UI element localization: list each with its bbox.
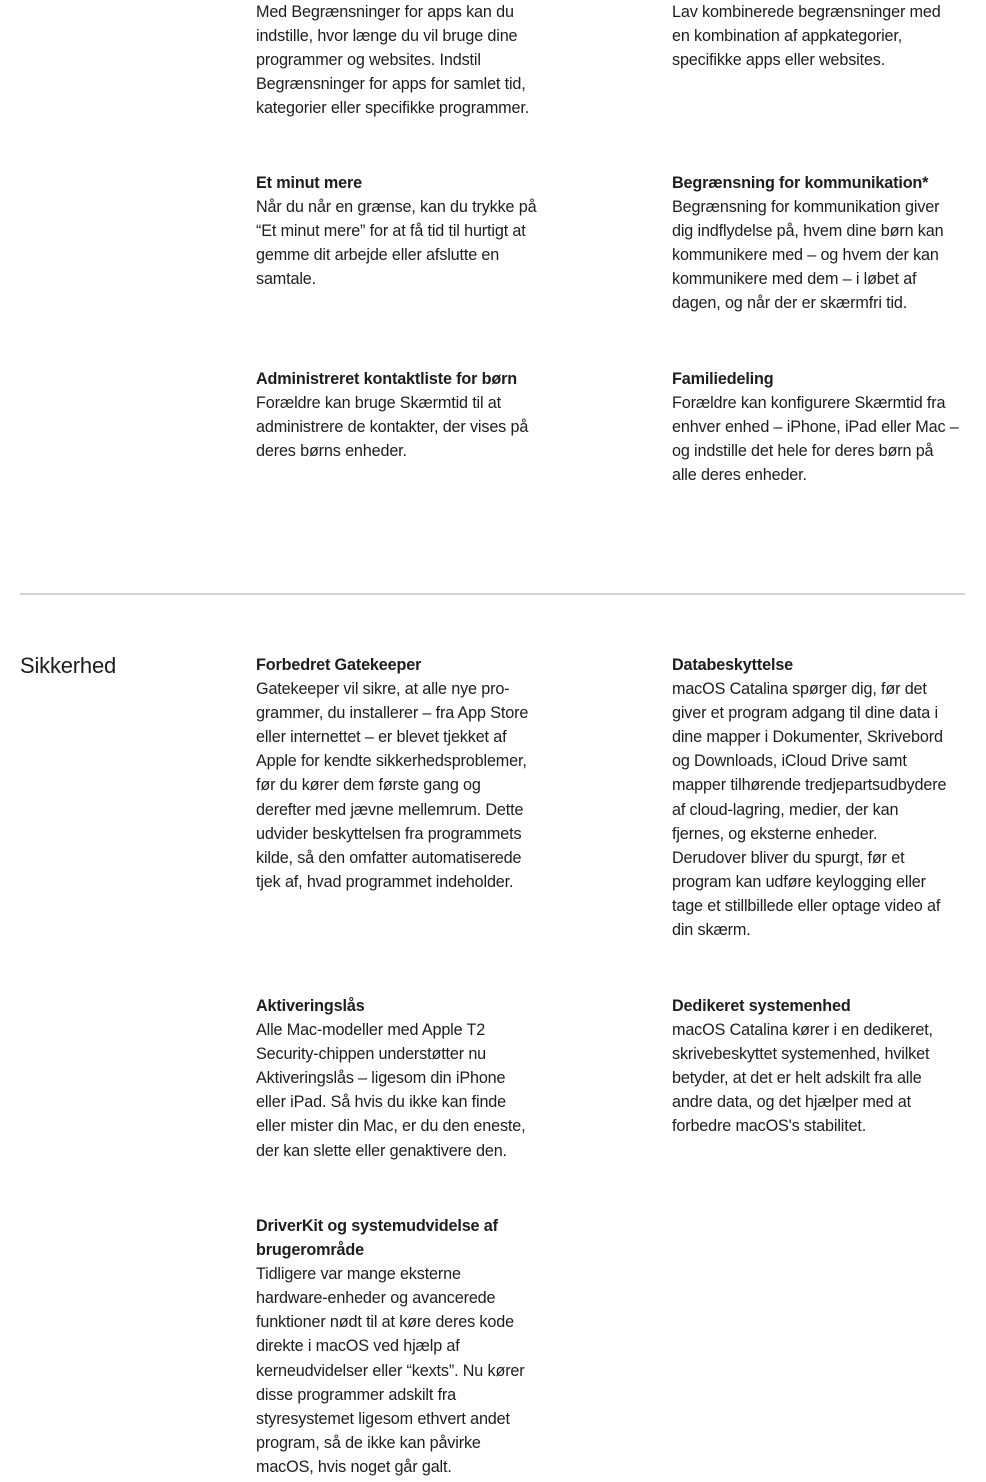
feature-body: Tidligere var mange eksterne hardware-enheder og avancerede funktioner nødt til at køre deres kode direkte i macOS ved hjælp af kerneudvidelser eller “kexts”. Nu kører disse programmer adskilt fra styresystemet ligesom ethvert andet program, så de ikke kan påvirke macOS, hvis noget går galt. — [256, 1265, 525, 1476]
feature-title: Dedikeret systemenhed — [672, 997, 851, 1015]
section-heading-security: Sikkerhed — [20, 653, 117, 678]
feature-title: Begrænsning for kommunikation* — [672, 174, 929, 192]
feature-title: Aktiveringslås — [256, 997, 365, 1015]
feature-combined-limits — [672, 0, 972, 72]
feature-body: macOS Catalina spørger dig, før det giver et program adgang til dine data i dine mapper i Dokumenter, Skrivebord og Downloads, iCloud Drive samt mapper tilhørende tredjepartsudbydere af cloud-lagring, medier, der kan fjernes, og eksterne enheder. Derudover bliver du spurgt, før et program kan udføre keylogging eller tage et stillbillede eller optage video af din skærm. — [672, 680, 947, 940]
feature-body: Med Begrænsninger for apps kan du indstille, hvor længe du vil bruge dine programmer og websites. Indstil Begrænsninger for apps for samlet tid, kategorier eller specifikke programmer. — [256, 3, 530, 118]
feature-body: Når du når en grænse, kan du trykke på “Et minut mere” for at få tid til hurtigt at gemme dit arbejde eller afslutte en samtale. — [256, 198, 537, 289]
feature-body: Gatekeeper vil sikre, at alle nye pro- grammer, du installerer – fra App Store eller internettet – er blevet tjekket af Apple for kendte sikkerhedsproblemer, før du kører dem første gang og derefter med jævne mellemrum. Dette udvider beskyttelsen fra programmets kilde, så den omfatter automatiserede tjek af, hvad programmet indeholder. — [256, 680, 529, 891]
feature-one-more-minute — [256, 171, 556, 291]
feature-title: Familiedeling — [672, 370, 774, 388]
feature-title: Databeskyttelse — [672, 656, 794, 674]
feature-system-volume — [672, 994, 972, 1139]
feature-communication-limits — [672, 171, 972, 316]
feature-family-sharing — [672, 367, 972, 487]
feature-activation-lock — [256, 994, 556, 1163]
feature-driverkit — [256, 1214, 556, 1479]
feature-body: Forældre kan bruge Skærmtid til at administrere de kontakter, der vises på deres børns enheder. — [256, 394, 529, 461]
feature-gatekeeper — [256, 653, 556, 894]
feature-body: Lav kombinerede begrænsninger med en kombination af appkategorier, specifikke apps eller websites. — [672, 3, 941, 70]
section-divider — [20, 593, 965, 595]
feature-managed-contacts — [256, 367, 556, 463]
feature-app-limits — [256, 0, 556, 120]
feature-body: Forældre kan konfigurere Skærmtid fra enhver enhed – iPhone, iPad eller Mac – og indstille det hele for deres børn på alle deres enheder. — [672, 394, 959, 485]
feature-title: DriverKit og systemudvidelse af brugerområde — [256, 1217, 498, 1260]
feature-body: macOS Catalina kører i en dedikeret, skrivebeskyttet systemenhed, hvilket betyder, at det er helt adskilt fra alle andre data, og det hjælper med at forbedre macOS's stabilitet. — [672, 1021, 933, 1136]
feature-body: Alle Mac-modeller med Apple T2 Security-chippen understøtter nu Aktiveringslås – ligesom din iPhone eller iPad. Så hvis du ikke kan finde eller mister din Mac, er du den eneste, der kan slette eller genaktivere den. — [256, 1021, 526, 1160]
feature-data-protection — [672, 653, 972, 942]
feature-title: Administreret kontaktliste for børn — [256, 370, 517, 388]
feature-title: Forbedret Gatekeeper — [256, 656, 422, 674]
feature-body: Begrænsning for kommunikation giver dig indflydelse på, hvem dine børn kan kommunikere med – og hvem der kan kommunikere med dem – i løbet af dagen, og når der er skærmfri tid. — [672, 198, 944, 313]
feature-title: Et minut mere — [256, 174, 362, 192]
